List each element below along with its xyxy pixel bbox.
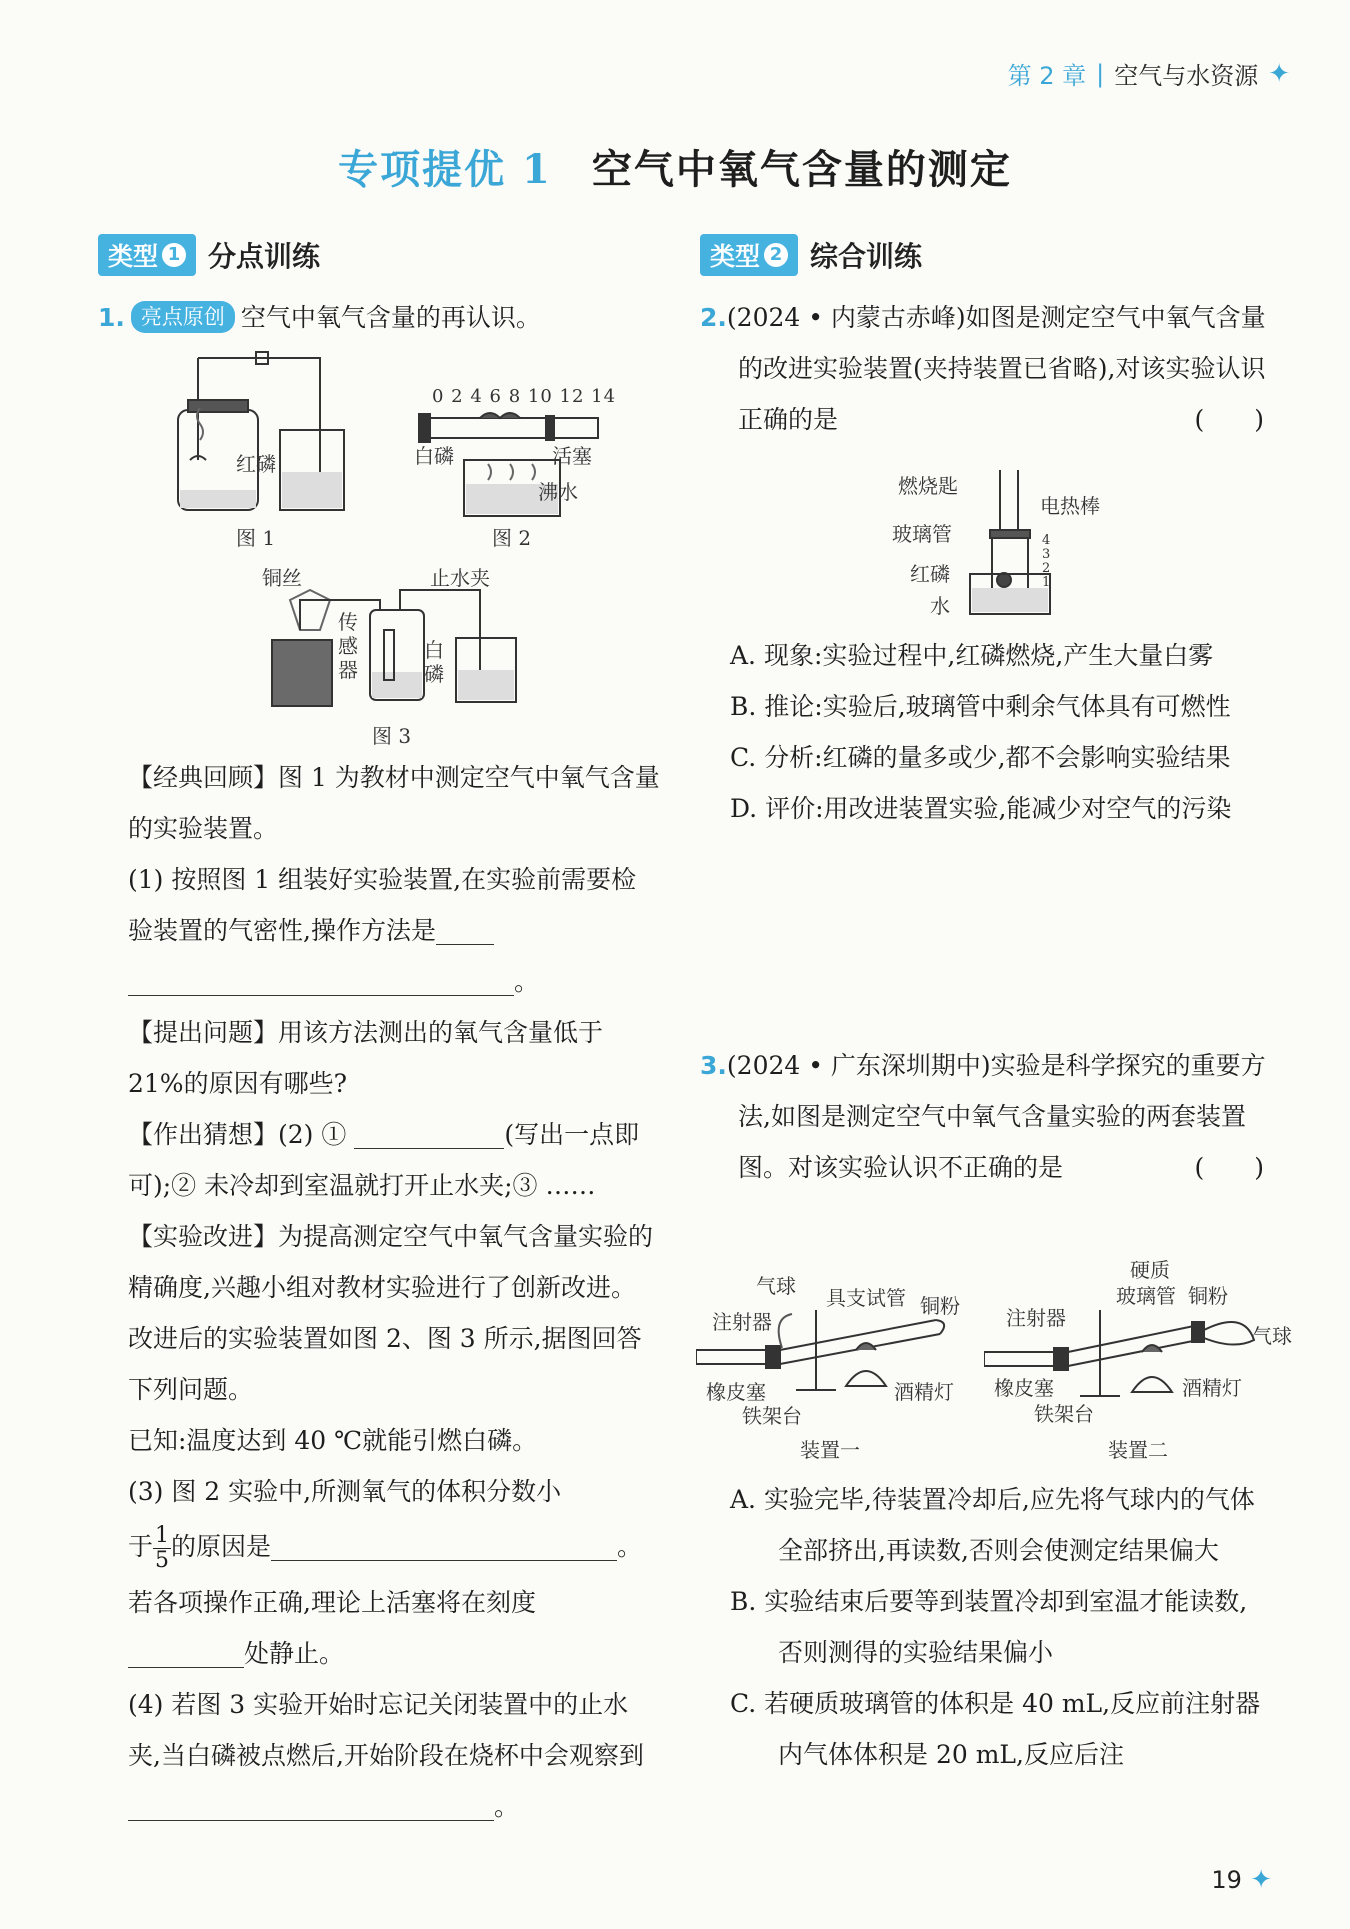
q1-p1: 【经典回顾】图 1 为教材中测定空气中氧气含量的实验装置。 [128, 763, 660, 843]
q2-label-tube: 玻璃管 [892, 522, 952, 546]
q1-p3: 【提出问题】用该方法测出的氧气含量低于 21%的原因有哪些? [128, 1018, 604, 1098]
q2-option-a-text: 现象:实验过程中,红磷燃烧,产生大量白雾 [763, 641, 1214, 670]
page-sparkle-icon: ✦ [1241, 1865, 1272, 1895]
q1-p2a: (1) 按照图 1 组装好实验装置,在实验前需要检验装置的气密性,操作方法是 [128, 865, 637, 945]
dev2-label-lamp: 酒精灯 [1182, 1376, 1242, 1400]
frac-den: 5 [155, 1548, 170, 1573]
q3-number: 3. [700, 1051, 727, 1080]
dev2-label-copper: 铜粉 [1188, 1284, 1228, 1308]
dev1-label-stand: 铁架台 [742, 1404, 802, 1428]
q3-option-a[interactable] [730, 1474, 1272, 1576]
q3-option-c-key: C. [730, 1689, 757, 1718]
q1-p8a: 若各项操作正确,理论上活塞将在刻度 [128, 1588, 536, 1617]
q3-option-a-key: A. [730, 1485, 757, 1514]
dev2-label-syringe: 注射器 [1006, 1306, 1066, 1330]
q2-label-water: 水 [930, 594, 950, 618]
q2-option-b[interactable] [730, 681, 1272, 732]
q2-option-c-key: C. [730, 743, 757, 772]
q3-option-c[interactable] [730, 1678, 1272, 1780]
header-separator: | [1096, 59, 1105, 88]
q2-option-a-key: A. [730, 641, 757, 670]
q1-badge: 亮点原创 [131, 301, 235, 333]
fig3-caption: 图 3 [372, 724, 412, 748]
q1-stem: 空气中氧气含量的再认识。 [240, 303, 541, 332]
q1-p7a: (3) 图 2 实验中,所测氧气的体积分数小 [128, 1477, 562, 1506]
q1-p7b-post: 的原因是 [171, 1532, 272, 1561]
q2-option-b-key: B. [730, 692, 757, 721]
q1-p8b: 处静止。 [244, 1639, 345, 1668]
q2-option-c[interactable] [730, 732, 1272, 783]
dev1-label-tube: 具支试管 [826, 1286, 906, 1310]
chapter-header [1008, 56, 1290, 91]
q3-answer-paren[interactable]: ( ) [1194, 1153, 1264, 1182]
q2-label-spoon: 燃烧匙 [898, 474, 958, 498]
q3-option-a-text: 实验完毕,待装置冷却后,应先将气球内的气体全部挤出,再读数,否则会使测定结果偏大 [763, 1485, 1255, 1565]
fig1-label-phos: 红磷 [236, 452, 276, 476]
q2-option-d-key: D. [730, 794, 758, 823]
q2-scale-4: 4 [1042, 533, 1051, 548]
q3-options [730, 1474, 1272, 1780]
q1-p6: 已知:温度达到 40 ℃就能引燃白磷。 [128, 1426, 538, 1455]
q3-option-b-text: 实验结束后要等到装置冷却到室温才能读数,否则测得的实验结果偏小 [764, 1587, 1248, 1667]
q2-option-a[interactable] [730, 630, 1272, 681]
q1-blank-2[interactable] [354, 1118, 504, 1149]
page-number-text: 19 [1211, 1866, 1242, 1894]
q1-blank-4[interactable] [128, 1637, 244, 1668]
q3 [700, 1040, 1272, 1193]
q3-option-c-text: 若硬质玻璃管的体积是 40 mL,反应前注射器内气体体积是 20 mL,反应后注 [764, 1689, 1261, 1769]
dev2-caption: 装置二 [1108, 1438, 1168, 1462]
dev1-label-balloon: 气球 [756, 1274, 796, 1298]
fig2-scale: 0 2 4 6 8 10 12 14 [432, 386, 617, 407]
fig3-label-sensor: 传感器 [338, 610, 358, 682]
title-prefix: 专项提优 1 [338, 146, 552, 193]
figure-3 [260, 580, 660, 710]
dev1-label-stopper: 橡皮塞 [706, 1380, 766, 1404]
dev2-label-glass: 玻璃管 [1116, 1284, 1176, 1308]
q2-option-d-text: 评价:用改进装置实验,能减少对空气的污染 [765, 794, 1232, 823]
q2-options [730, 630, 1272, 834]
frac-num: 1 [155, 1523, 170, 1548]
q2-label-phos: 红磷 [910, 562, 950, 586]
type1-label: 分点训练 [208, 240, 321, 273]
q1-body [128, 752, 660, 1832]
type2-tag [700, 234, 922, 276]
fig2-caption: 图 2 [492, 526, 532, 550]
q1-p2b: 。 [514, 967, 540, 996]
type2-pill [700, 234, 798, 276]
q1-blank-1b[interactable] [128, 965, 514, 996]
title-main: 空气中氧气含量的测定 [591, 146, 1012, 193]
type1-tag-text: 类型 [108, 242, 159, 271]
fig3-label-clamp: 止水夹 [430, 566, 490, 590]
fig3-label-copper: 铜丝 [262, 566, 302, 590]
q2-option-b-text: 推论:实验后,玻璃管中剩余气体具有可燃性 [764, 692, 1231, 721]
q2-scale-2: 2 [1042, 561, 1051, 576]
q1-blank-5[interactable] [128, 1790, 494, 1821]
page-number [1211, 1865, 1272, 1895]
q2-option-d[interactable] [730, 783, 1272, 834]
q2-option-c-text: 分析:红磷的量多或少,都不会影响实验结果 [764, 743, 1231, 772]
q3-option-b-key: B. [730, 1587, 757, 1616]
q2-scale [1042, 534, 1050, 590]
q1-p5: 【实验改进】为提高测定空气中氧气含量实验的精确度,兴趣小组对教材实验进行了创新改进。改进后的实验装置如图 2、图 3 所示,据图回答下列问题。 [128, 1222, 654, 1404]
q1-p4a: 【作出猜想】(2) ① [128, 1120, 347, 1149]
type1-pill [98, 234, 196, 276]
q2-number: 2. [700, 303, 727, 332]
fig3-label-wp: 白磷 [424, 638, 444, 686]
q2-scale-1: 1 [1042, 575, 1051, 590]
dev2-label-hard: 硬质 [1130, 1258, 1170, 1282]
q1-p7b-pre: 于 [128, 1532, 154, 1561]
chapter-title: 空气与水资源 [1114, 62, 1259, 90]
type2-tag-text: 类型 [710, 242, 761, 271]
type2-num: 2 [764, 243, 788, 267]
fig2-label-piston: 活塞 [552, 444, 592, 468]
fig2-label-water: 沸水 [538, 480, 578, 504]
type1-num: 1 [162, 243, 186, 267]
q2 [700, 292, 1272, 445]
fig2-label-wp: 白磷 [414, 444, 454, 468]
chapter-number: 第 2 章 [1007, 62, 1087, 90]
q2-answer-paren[interactable]: ( ) [1194, 405, 1264, 434]
sparkle-icon: ✦ [1268, 58, 1290, 89]
dev1-label-lamp: 酒精灯 [894, 1380, 954, 1404]
q3-option-b[interactable] [730, 1576, 1272, 1678]
type1-tag [98, 234, 320, 276]
fig1-caption: 图 1 [236, 526, 276, 550]
q2-label-rod: 电热棒 [1040, 494, 1100, 518]
q1-fraction [153, 1524, 171, 1573]
dev1-label-syringe: 注射器 [712, 1310, 772, 1334]
q1-number: 1. [98, 303, 125, 332]
dev1-label-copper: 铜粉 [920, 1294, 960, 1318]
q1-blank-1a[interactable] [436, 914, 494, 945]
q2-stem: (2024 • 内蒙古赤峰)如图是测定空气中氧气含量的改进实验装置(夹持装置已省略),对该实验认识正确的是 [726, 303, 1266, 434]
q1-p7c: 。 [617, 1532, 643, 1561]
q2-scale-3: 3 [1042, 547, 1051, 562]
figure-1 [160, 350, 360, 520]
dev2-label-stand: 铁架台 [1034, 1402, 1094, 1426]
dev2-label-stopper: 橡皮塞 [994, 1376, 1054, 1400]
q1-blank-3[interactable] [271, 1530, 617, 1561]
q3-stem: (2024 • 广东深圳期中)实验是科学探究的重要方法,如图是测定空气中氧气含量实验的两套装置图。对该实验认识不正确的是 [726, 1051, 1266, 1182]
page-title [0, 138, 1350, 195]
q1-p9b: 。 [494, 1792, 520, 1821]
dev2-label-balloon: 气球 [1252, 1324, 1292, 1348]
q1-heading [98, 292, 658, 343]
q1-p9a: (4) 若图 3 实验开始时忘记关闭装置中的止水夹,当白磷被点燃后,开始阶段在烧杯中会观察到 [128, 1690, 644, 1770]
dev1-caption: 装置一 [800, 1438, 860, 1462]
type2-label: 综合训练 [810, 240, 923, 273]
q1-p4b: (写出一点即可);② 未冷却到室温就打开止水夹;③ …… [128, 1120, 640, 1200]
